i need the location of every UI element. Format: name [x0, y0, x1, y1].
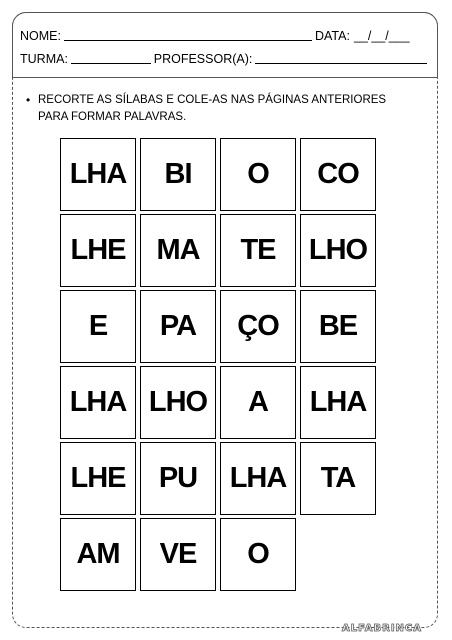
brand-logo: ALFABRINCA: [341, 623, 422, 634]
nome-field-line: [64, 28, 312, 41]
nome-label: NOME:: [20, 29, 61, 43]
syllable-card: A: [220, 366, 296, 439]
syllable-card: PU: [140, 442, 216, 515]
turma-field-line: [71, 51, 151, 64]
syllable-card: AM: [60, 518, 136, 591]
syllable-card: BI: [140, 138, 216, 211]
syllable-card: LHA: [60, 366, 136, 439]
header-box: [12, 12, 438, 78]
syllable-card: LHE: [60, 442, 136, 515]
instruction-line-1: RECORTE AS SÍLABAS E COLE-AS NAS PÁGINAS ANTERIORES: [38, 94, 387, 106]
syllable-card: LHO: [300, 214, 376, 287]
syllable-card: E: [60, 290, 136, 363]
syllable-card: TA: [300, 442, 376, 515]
data-value: __/__/___: [353, 29, 410, 43]
syllable-card: ÇO: [220, 290, 296, 363]
syllable-card: LHA: [300, 366, 376, 439]
syllable-card: BE: [300, 290, 376, 363]
data-label: DATA:: [314, 29, 350, 43]
syllable-card: LHA: [60, 138, 136, 211]
syllable-card: CO: [300, 138, 376, 211]
header-row-2: [20, 51, 430, 66]
professor-label: PROFESSOR(A):: [153, 52, 253, 66]
turma-label: TURMA:: [20, 52, 68, 66]
header-row-1: [20, 28, 430, 43]
syllable-card: MA: [140, 214, 216, 287]
instruction: [26, 92, 398, 126]
professor-field-line: [255, 51, 427, 64]
instruction-line-2: PARA FORMAR PALAVRAS.: [38, 111, 187, 123]
syllable-card: O: [220, 518, 296, 591]
syllable-card: LHA: [220, 442, 296, 515]
syllable-card: LHE: [60, 214, 136, 287]
bullet-icon: •: [26, 93, 31, 107]
syllable-card: TE: [220, 214, 296, 287]
syllable-card: VE: [140, 518, 216, 591]
syllable-card: LHO: [140, 366, 216, 439]
syllable-card: PA: [140, 290, 216, 363]
syllable-card: O: [220, 138, 296, 211]
